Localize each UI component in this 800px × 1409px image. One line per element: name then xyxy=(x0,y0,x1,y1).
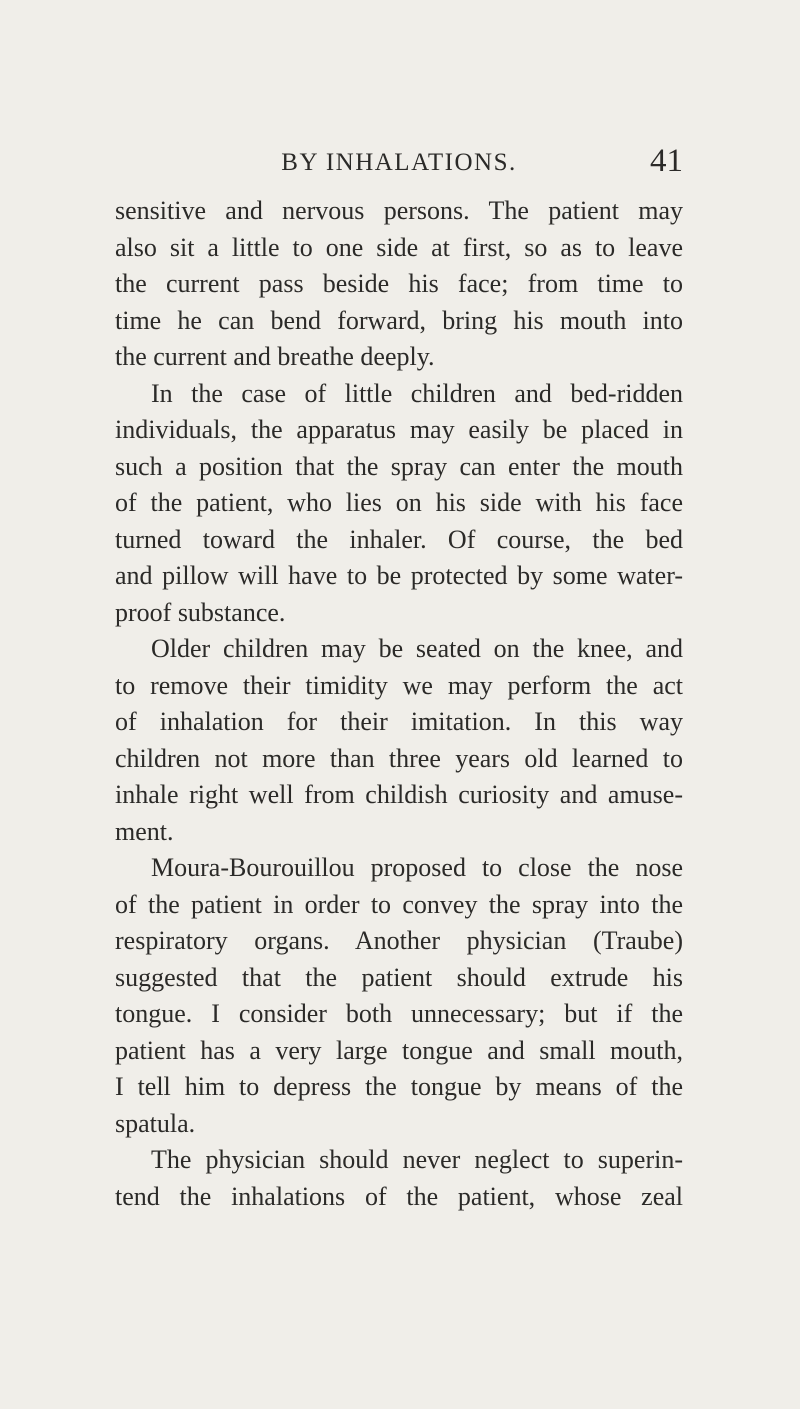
text-line: The physician should never neglect to superin- xyxy=(151,1145,683,1174)
text-line: respiratory organs. Another physician (Traube) xyxy=(115,926,683,955)
text-line: patient has a very large tongue and small mouth, xyxy=(115,1035,683,1065)
text-line: suggested that the patient should extrude his xyxy=(115,962,683,992)
text-line: the current and breathe deeply. xyxy=(115,342,435,371)
body-text xyxy=(115,193,683,1215)
text-line: proof substance. xyxy=(115,597,286,627)
text-line: sensitive and nervous persons. The patient may xyxy=(115,196,683,225)
text-line: Older children may be seated on the knee, and xyxy=(151,634,683,663)
text-line: inhale right well from childish curiosity and amuse- xyxy=(115,780,683,809)
page-header xyxy=(115,143,683,180)
text-line: I tell him to depress the tongue by means of the xyxy=(115,1072,683,1101)
text-line: such a position that the spray can enter the mouth xyxy=(115,451,683,481)
text-line: tongue. I consider both unnecessary; but if the xyxy=(115,999,683,1028)
text-line: spatula. xyxy=(115,1108,196,1138)
text-line: ment. xyxy=(115,816,174,846)
text-line: Moura-Bourouillou proposed to close the nose xyxy=(151,853,683,882)
text-line: the current pass beside his face; from time to xyxy=(115,269,683,298)
text-line: tend the inhalations of the patient, whose zeal xyxy=(115,1181,683,1211)
page-number: 41 xyxy=(650,143,683,179)
text-line: time he can bend forward, bring his mouth into xyxy=(115,305,683,335)
text-line: to remove their timidity we may perform the act xyxy=(115,670,683,700)
text-line: turned toward the inhaler. Of course, the bed xyxy=(115,524,683,554)
text-line: of the patient in order to convey the spray into the xyxy=(115,889,683,919)
text-line: and pillow will have to be protected by some water- xyxy=(115,561,683,590)
text-line: In the case of little children and bed-ridden xyxy=(151,378,683,408)
text-line: also sit a little to one side at first, so as to leave xyxy=(115,232,683,262)
text-line: of the patient, who lies on his side with his face xyxy=(115,488,683,517)
text-line: of inhalation for their imitation. In this way xyxy=(115,707,683,736)
text-line: children not more than three years old learned to xyxy=(115,743,683,773)
running-head: BY INHALATIONS. xyxy=(281,149,517,176)
text-line: individuals, the apparatus may easily be placed in xyxy=(115,415,683,444)
